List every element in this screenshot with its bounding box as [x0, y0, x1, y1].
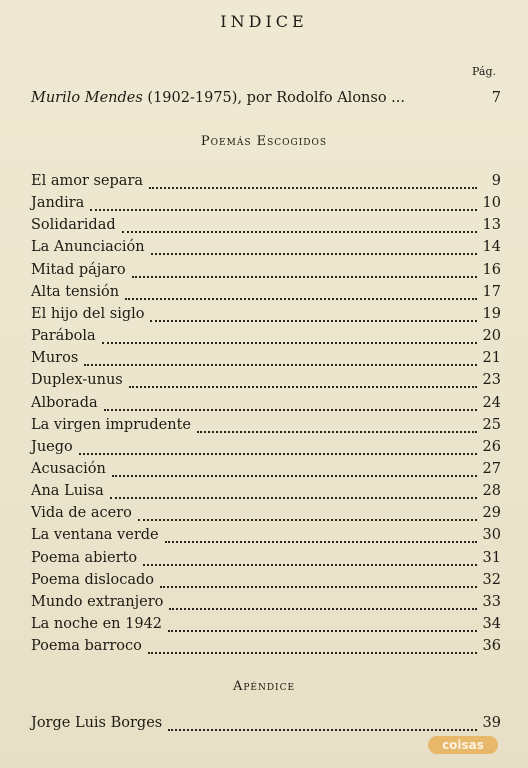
dot-leader	[125, 298, 476, 300]
entry-page-number: 14	[482, 239, 501, 255]
entry-page-number: 24	[482, 395, 501, 411]
entry-title: La Anunciación	[31, 239, 145, 255]
dot-leader	[110, 497, 477, 499]
dot-leader	[169, 608, 476, 610]
dot-leader	[102, 342, 477, 344]
dot-leader	[165, 541, 477, 543]
dot-leader	[197, 431, 477, 433]
entry-page-number: 33	[482, 594, 501, 610]
dot-leader	[79, 453, 477, 455]
entry-page-number: 29	[482, 505, 501, 521]
entry-title: La noche en 1942	[31, 616, 163, 632]
entry-title: Muros	[31, 350, 79, 366]
entry-title: Jandira	[31, 195, 85, 211]
dot-leader	[138, 519, 477, 521]
intro-entry	[31, 90, 501, 110]
toc-entry	[31, 527, 501, 547]
entry-title: Ana Luisa	[31, 483, 104, 499]
page-column-label: Pág.	[472, 65, 497, 78]
intro-page-number: 7	[491, 90, 501, 106]
entry-page-number: 16	[482, 262, 501, 278]
entry-title: La ventana verde	[31, 527, 159, 543]
intro-rest: (1902-1975), por Rodolfo Alonso ...	[142, 90, 405, 106]
toc-entry	[31, 284, 501, 304]
dot-leader	[149, 187, 477, 189]
dot-leader	[84, 364, 476, 366]
entry-title: La virgen imprudente	[31, 417, 192, 433]
toc-entry	[31, 461, 501, 481]
entry-title: Parábola	[31, 328, 96, 344]
entry-title: Mitad pájaro	[31, 262, 126, 278]
toc-entry	[31, 350, 501, 370]
toc-entry	[31, 239, 501, 259]
entry-page-number: 19	[482, 306, 501, 322]
entry-page-number: 21	[482, 350, 501, 366]
entry-page-number: 28	[482, 483, 501, 499]
entry-title: Poema barroco	[31, 638, 142, 654]
toc-entry	[31, 262, 501, 282]
entry-title: Poema dislocado	[31, 572, 154, 588]
watermark-logo: coisas	[428, 736, 498, 754]
entry-page-number: 31	[482, 550, 501, 566]
toc-entry	[31, 594, 501, 614]
entry-page-number: 26	[482, 439, 501, 455]
toc-entry	[31, 550, 501, 570]
entry-title: Vida de acero	[31, 505, 132, 521]
section-heading-appendix: Apéndice	[232, 679, 296, 694]
dot-leader	[168, 630, 477, 632]
toc-entry	[31, 417, 501, 437]
entry-title: Duplex-unus	[31, 372, 123, 388]
toc-entry	[31, 638, 501, 658]
dot-leader	[129, 386, 477, 388]
dot-leader	[160, 586, 477, 588]
dot-leader	[132, 276, 477, 278]
toc-entry	[31, 195, 501, 215]
section-heading-poems: Poemás Escogidos	[200, 134, 328, 149]
entry-title: Solidaridad	[31, 217, 116, 233]
entry-title: Juego	[31, 439, 73, 455]
dot-leader	[112, 475, 477, 477]
toc-entry	[31, 372, 501, 392]
dot-leader	[90, 209, 476, 211]
dot-leader	[151, 253, 477, 255]
toc-entry	[31, 217, 501, 237]
entry-page-number: 10	[482, 195, 501, 211]
entry-page-number: 39	[482, 715, 501, 731]
entry-page-number: 20	[482, 328, 501, 344]
entry-page-number: 36	[482, 638, 501, 654]
toc-entry	[31, 306, 501, 326]
entry-title: El amor separa	[31, 173, 144, 189]
dot-leader	[168, 729, 476, 731]
toc-entry	[31, 505, 501, 525]
toc-entry	[31, 439, 501, 459]
entry-title: El hijo del siglo	[31, 306, 145, 322]
entry-title: Acusación	[31, 461, 106, 477]
toc-entry	[31, 616, 501, 636]
entry-title: Mundo extranjero	[31, 594, 164, 610]
intro-author: Murilo Mendes	[31, 90, 143, 106]
dot-leader	[148, 652, 477, 654]
toc-entry	[31, 483, 501, 503]
toc-entry	[31, 572, 501, 592]
entry-page-number: 27	[482, 461, 501, 477]
entry-title: Jorge Luis Borges	[31, 715, 163, 731]
toc-entry	[31, 328, 501, 348]
entry-title: Poema abierto	[31, 550, 138, 566]
entry-page-number: 32	[482, 572, 501, 588]
entry-page-number: 13	[482, 217, 501, 233]
intro-label	[31, 90, 405, 106]
toc-entry	[31, 395, 501, 415]
entry-title: Alta tensión	[31, 284, 120, 300]
dot-leader	[104, 409, 477, 411]
appendix-entry	[31, 715, 501, 735]
entry-page-number: 34	[482, 616, 501, 632]
entry-page-number: 23	[482, 372, 501, 388]
dot-leader	[143, 564, 476, 566]
entry-page-number: 25	[482, 417, 501, 433]
entry-page-number: 30	[482, 527, 501, 543]
dot-leader	[150, 320, 476, 322]
dot-leader	[122, 231, 477, 233]
entry-title: Alborada	[31, 395, 98, 411]
toc-entry	[31, 173, 501, 193]
page-title: INDICE	[220, 12, 308, 31]
entry-page-number: 9	[491, 173, 501, 189]
entry-page-number: 17	[482, 284, 501, 300]
